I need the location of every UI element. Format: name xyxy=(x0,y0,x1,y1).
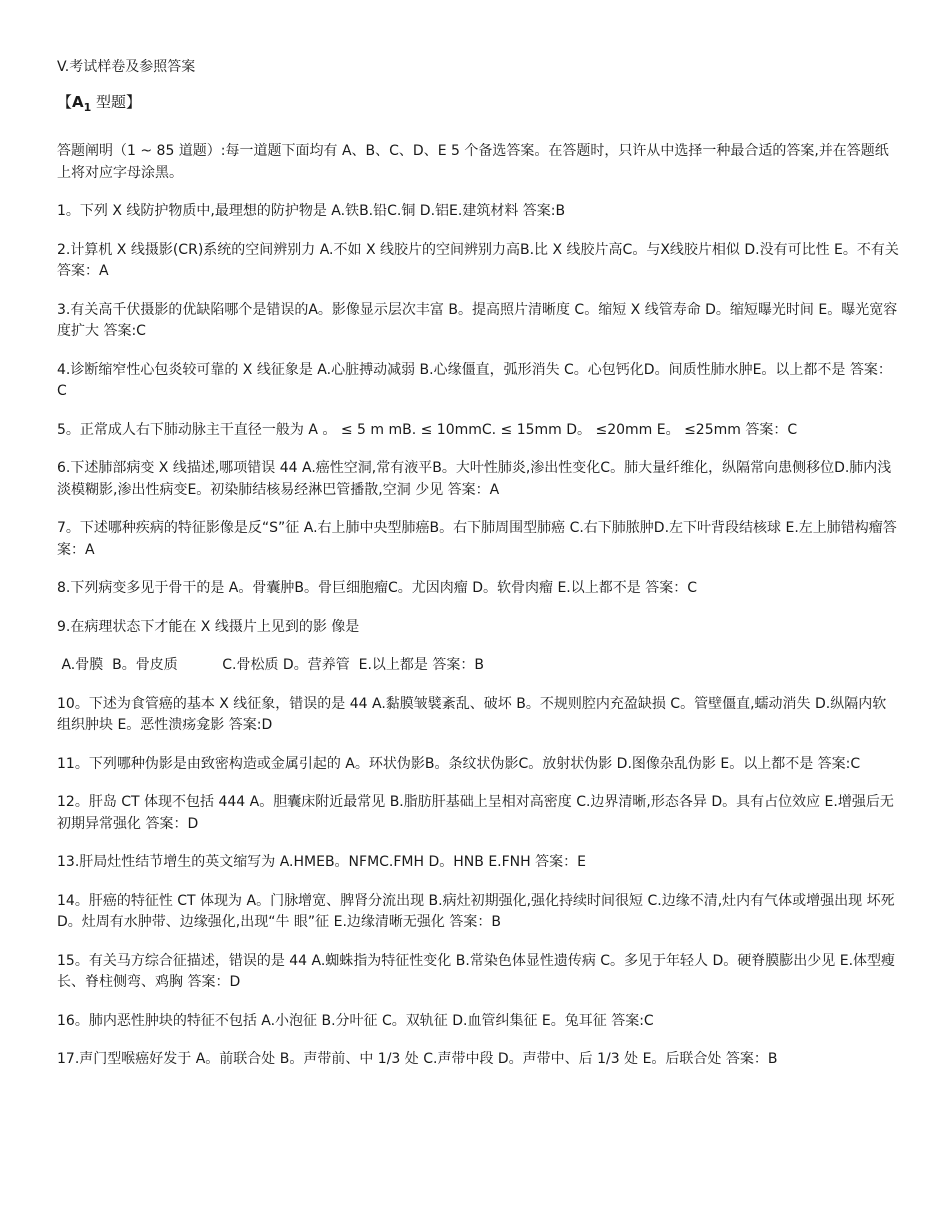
question-text: 5。正常成人右下肺动脉主干直径一般为 A 。 ≤ 5 m mB. ≤ 10mmC. ≤ 15mm D。 ≤20mm E。 ≤25mm 答案：C xyxy=(57,421,798,438)
type-heading-subscript: 1 xyxy=(83,101,92,114)
instructions-block xyxy=(57,141,900,184)
question-text: 14。肝癌的特征性 CT 体现为 A。门脉增宽、脾肾分流出现 B.病灶初期强化,强化持续时间很短 C.边缘不清,灶内有气体或增强出现 坏死 D。灶周有水肿带、边缘强化,出现“牛 眼”征 E.边缘清晰无强化 答案：B xyxy=(57,892,895,930)
question-3 xyxy=(57,300,900,343)
question-text: 8.下列病变多见于骨干的是 A。骨囊肿B。骨巨细胞瘤C。尤因肉瘤 D。软骨肉瘤 E.以上都不是 答案：C xyxy=(57,580,697,596)
instructions-text: 答题阐明（1 ~ 85 道题）:每一道题下面均有 A、B、C、D、E 5 个备选答案。在答题时，只许从中选择一种最合适的答案,并在答题纸上将对应字母涂黑。 xyxy=(57,143,889,181)
question-text: 16。肺内恶性肿块的特征不包括 A.小泡征 B.分叶征 C。双轨征 D.血管纠集征 E。兔耳征 答案:C xyxy=(57,1012,654,1029)
question-16 xyxy=(57,1011,900,1033)
question-text: 9.在病理状态下才能在 X 线摄片上见到的影 像是 xyxy=(57,618,360,635)
question-text: 12。肝岛 CT 体现不包括 444 A。胆囊床附近最常见 B.脂肪肝基础上呈相对高密度 C.边界清晰,形态各异 D。具有占位效应 E.增强后无初期异常强化 答案：D xyxy=(57,794,894,832)
question-text: 3.有关高千伏摄影的优缺陷哪个是错误的A。影像显示层次丰富 B。提高照片清晰度 C。缩短 X 线管寿命 D。缩短曝光时间 E。曝光宽容度扩大 答案:C xyxy=(57,301,898,339)
question-12 xyxy=(57,792,900,835)
question-text: 10。下述为食管癌的基本 X 线征象，错误的是 44 A.黏膜皱襞紊乱、破坏 B。不规则腔内充盈缺损 C。管壁僵直,蠕动消失 D.纵隔内软组织肿块 E。恶性溃疡龛影 答案:D xyxy=(57,695,887,733)
type-heading-open-bracket: 【 xyxy=(57,93,73,111)
question-4 xyxy=(57,360,900,403)
section-title: V.考试样卷及参照答案 xyxy=(57,59,196,75)
question-text: A.骨膜 B。骨皮质 C.骨松质 D。营养管 E.以上都是 答案：B xyxy=(57,657,484,673)
question-5 xyxy=(57,420,900,442)
question-1 xyxy=(57,201,900,223)
question-8 xyxy=(57,578,900,600)
question-9-options xyxy=(57,655,900,677)
question-17 xyxy=(57,1049,900,1071)
question-text: 13.肝局灶性结节增生的英文缩写为 A.HMEB。NFMC.FMH D。HNB E.FNH 答案：E xyxy=(57,854,586,870)
question-text: 1。下列 X 线防护物质中,最理想的防护物是 A.铁B.铅C.铜 D.铝E.建筑材料 答案:B xyxy=(57,203,566,219)
question-type-heading xyxy=(57,91,900,119)
question-text: 11。下列哪种伪影是由致密构造或金属引起的 A。环状伪影B。条纹状伪影C。放射状伪影 D.图像杂乱伪影 E。以上都不是 答案:C xyxy=(57,755,861,772)
question-13 xyxy=(57,852,900,874)
type-heading-letter: A xyxy=(72,93,84,111)
question-text: 6.下述肺部病变 X 线描述,哪项错误 44 A.癌性空洞,常有液平B。大叶性肺炎,渗出性变化C。肺大量纤维化，纵隔常向患侧移位D.肺内浅淡模糊影,渗出性病变E。初染肺结核易经淋巴管播散,空洞 少见 答案：A xyxy=(57,460,892,498)
question-9-stem xyxy=(57,617,900,639)
question-6 xyxy=(57,458,900,501)
question-text: 15。有关马方综合征描述，错误的是 44 A.蜘蛛指为特征性变化 B.常染色体显性遗传病 C。多见于年轻人 D。硬脊膜膨出少见 E.体型瘦长、脊柱侧弯、鸡胸 答案：D xyxy=(57,952,896,990)
question-text: 2.计算机 X 线摄影(CR)系统的空间辨别力 A.不如 X 线胶片的空间辨别力高B.比 X 线胶片高C。与X线胶片相似 D.没有可比性 E。不有关答案：A xyxy=(57,241,899,279)
question-text: 4.诊断缩窄性心包炎较可靠的 X 线征象是 A.心脏搏动减弱 B.心缘僵直，弧形消失 C。心包钙化D。间质性肺水肿E。以上都不是 答案：C xyxy=(57,361,892,399)
question-10 xyxy=(57,694,900,737)
question-text: 7。下述哪种疾病的特征影像是反“S”征 A.右上肺中央型肺癌B。右下肺周围型肺癌 C.右下肺脓肿D.左下叶背段结核球 E.左上肺错构瘤答案：A xyxy=(57,520,897,558)
question-2 xyxy=(57,240,900,283)
question-14 xyxy=(57,891,900,934)
question-15 xyxy=(57,951,900,994)
question-7 xyxy=(57,518,900,561)
type-heading-label: 型题】 xyxy=(91,93,142,111)
question-text: 17.声门型喉癌好发于 A。前联合处 B。声带前、中 1/3 处 C.声带中段 D。声带中、后 1/3 处 E。后联合处 答案：B xyxy=(57,1051,778,1067)
question-11 xyxy=(57,754,900,776)
